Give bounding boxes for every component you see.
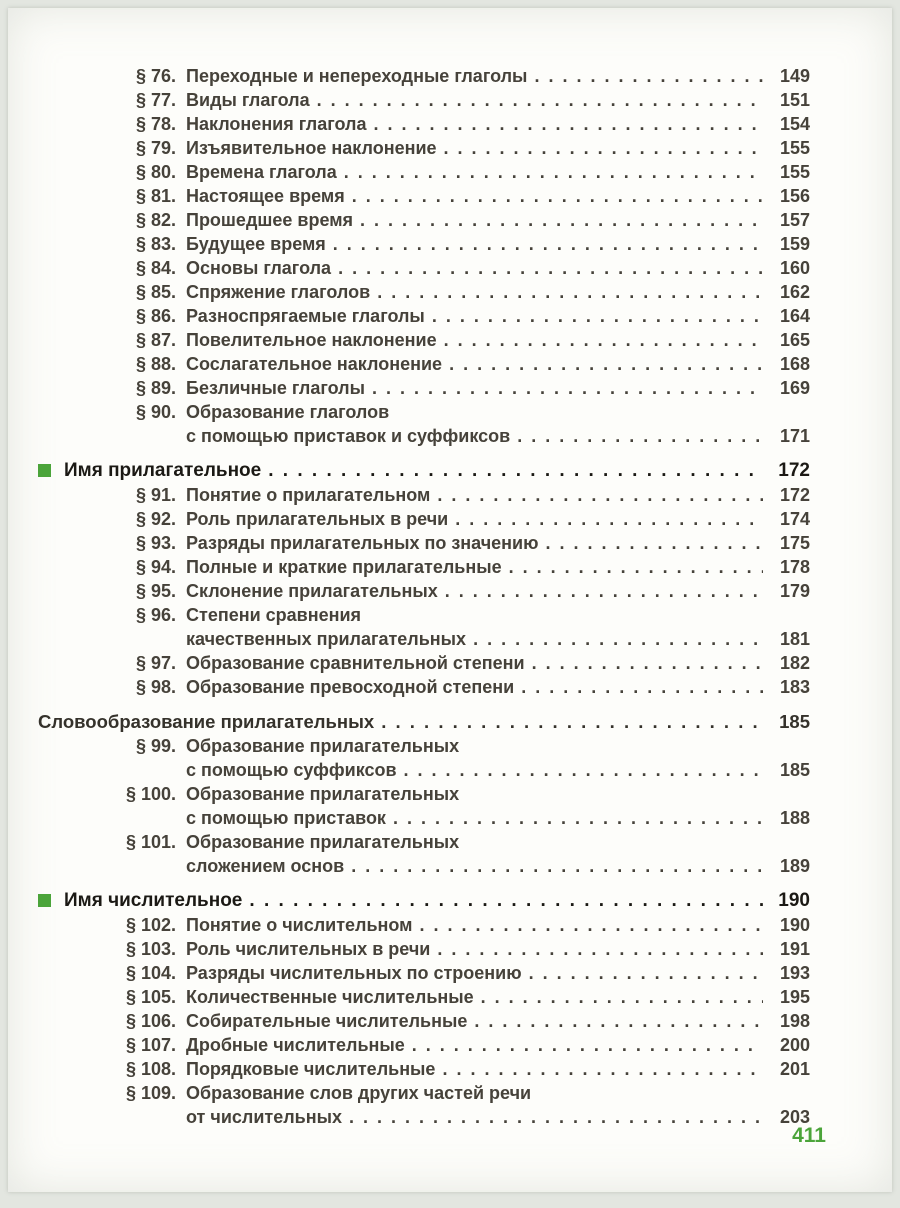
dot-leader: [360, 208, 763, 232]
toc-entry-page: 198: [779, 1011, 810, 1031]
toc-entry-page: 179: [779, 581, 810, 601]
toc-entry: [38, 160, 810, 184]
toc-entry-page: 168: [779, 354, 810, 374]
toc-entry-page: 156: [779, 186, 810, 206]
toc-entry-page: 175: [779, 533, 810, 553]
toc-entry: [38, 734, 810, 782]
dot-leader: [349, 1105, 763, 1129]
toc-entry-number: § 97.: [135, 653, 176, 673]
toc-entry-number: § 102.: [125, 915, 176, 935]
toc-entry: [38, 675, 810, 699]
toc-entry-page: 193: [779, 963, 810, 983]
toc-entry: [38, 352, 810, 376]
dot-leader: [509, 555, 763, 579]
toc-entry: [38, 483, 810, 507]
toc-entry-page: 169: [779, 378, 810, 398]
toc-entry-number: § 103.: [125, 939, 176, 959]
toc-entry-number: § 91.: [135, 485, 176, 505]
dot-leader: [338, 256, 763, 280]
toc-entry: [38, 232, 810, 256]
toc-entry-title: от числительных: [186, 1107, 342, 1127]
dot-leader: [474, 1009, 763, 1033]
toc-entry-title: Образование прилагательных: [186, 832, 460, 852]
dot-leader: [473, 627, 763, 651]
page-number: 411: [792, 1124, 826, 1147]
dot-leader: [317, 88, 763, 112]
toc-entry-number: § 108.: [125, 1059, 176, 1079]
toc-entry-page: 185: [779, 760, 810, 780]
toc-entry-page: 188: [779, 808, 810, 828]
section-page: 172: [778, 460, 810, 481]
toc-entry: [38, 507, 810, 531]
toc-entry-title: с помощью приставок: [186, 808, 386, 828]
toc-entry-page: 162: [779, 282, 810, 302]
toc-entry: [38, 913, 810, 937]
dot-leader: [521, 675, 763, 699]
toc-entry-page: 155: [779, 138, 810, 158]
dot-leader: [374, 112, 763, 136]
dot-leader: [432, 304, 763, 328]
toc-entry-number: § 84.: [135, 258, 176, 278]
toc-entry-title: Образование слов других частей речи: [186, 1083, 532, 1103]
toc-entry-page: 171: [779, 426, 810, 446]
toc-entry: [38, 603, 810, 651]
toc-entry-page: 165: [779, 330, 810, 350]
toc-entry-title: Разряды прилагательных по значению: [186, 533, 539, 553]
toc-entry: [38, 88, 810, 112]
toc-entry: [38, 376, 810, 400]
dot-leader: [444, 136, 763, 160]
toc-entry: [38, 400, 810, 448]
toc-entry-page: 181: [779, 629, 810, 649]
toc-entry-page: 178: [779, 557, 810, 577]
dot-leader: [377, 280, 763, 304]
dot-leader: [351, 854, 763, 878]
toc-entry-page: 151: [779, 90, 810, 110]
toc-entry-title: Разноспрягаемые глаголы: [186, 306, 425, 326]
toc-entry-page: 160: [779, 258, 810, 278]
toc-entry-number: § 92.: [135, 509, 176, 529]
dot-leader: [420, 913, 764, 937]
dot-leader: [546, 531, 764, 555]
dot-leader: [455, 507, 763, 531]
toc-section-header: [38, 889, 810, 913]
toc-entry: [38, 782, 810, 830]
toc-entry-page: 155: [779, 162, 810, 182]
toc-entry-title: Повелительное наклонение: [186, 330, 437, 350]
toc-entry: [38, 531, 810, 555]
toc-entry-title: Изъявительное наклонение: [186, 138, 437, 158]
section-title: Словообразование прилагательных: [38, 711, 375, 732]
toc-entry-number: § 105.: [125, 987, 176, 1007]
toc-entry-title: Наклонения глагола: [186, 114, 367, 134]
toc-entry: [38, 328, 810, 352]
section-title: Имя числительное: [64, 890, 243, 911]
section-page: 190: [778, 890, 810, 911]
section-page: 185: [779, 711, 810, 732]
toc-entry-title: Степени сравнения: [186, 605, 362, 625]
toc-entry: [38, 961, 810, 985]
toc-entry-number: § 100.: [125, 784, 176, 804]
toc-entry: [38, 1081, 810, 1129]
dot-leader: [437, 937, 763, 961]
toc-entry-title: Безличные глаголы: [186, 378, 365, 398]
toc-entry-title: с помощью приставок и суффиксов: [186, 426, 511, 446]
toc: [38, 64, 810, 1129]
toc-entry-number: § 81.: [135, 186, 176, 206]
toc-entry-title: Роль прилагательных в речи: [186, 509, 449, 529]
dot-leader: [532, 651, 763, 675]
toc-entry-number: § 109.: [125, 1083, 176, 1103]
toc-entry-number: § 90.: [135, 402, 176, 422]
dot-leader: [412, 1033, 763, 1057]
toc-entry: [38, 256, 810, 280]
toc-entry: [38, 112, 810, 136]
toc-entry-page: 154: [779, 114, 810, 134]
toc-entry-number: § 86.: [135, 306, 176, 326]
toc-entry-title: Собирательные числительные: [186, 1011, 468, 1031]
toc-entry-title: сложением основ: [186, 856, 345, 876]
toc-entry-number: § 98.: [135, 677, 176, 697]
toc-entry: [38, 64, 810, 88]
toc-entry-page: 201: [779, 1059, 810, 1079]
dot-leader: [444, 328, 763, 352]
toc-entry: [38, 136, 810, 160]
toc-entry-title: Полные и краткие прилагательные: [186, 557, 502, 577]
toc-entry-page: 183: [779, 677, 810, 697]
toc-entry-number: § 95.: [135, 581, 176, 601]
toc-entry: [38, 937, 810, 961]
toc-entry-number: § 76.: [135, 66, 176, 86]
toc-entry-title: Будущее время: [186, 234, 326, 254]
section-bullet-icon: [38, 464, 51, 477]
book-page: [8, 8, 892, 1192]
toc-entry-number: § 77.: [135, 90, 176, 110]
dot-leader: [529, 961, 763, 985]
toc-entry-page: 200: [779, 1035, 810, 1055]
toc-entry-page: 182: [779, 653, 810, 673]
dot-leader: [249, 889, 763, 913]
toc-entry-number: § 93.: [135, 533, 176, 553]
toc-entry-page: 149: [779, 66, 810, 86]
toc-entry-title: Спряжение глаголов: [186, 282, 371, 302]
toc-entry-number: § 96.: [135, 605, 176, 625]
toc-entry: [38, 184, 810, 208]
toc-entry: [38, 1009, 810, 1033]
section-title: Имя прилагательное: [64, 460, 262, 481]
dot-leader: [372, 376, 763, 400]
dot-leader: [449, 352, 763, 376]
toc-entry-title: Времена глагола: [186, 162, 337, 182]
dot-leader: [437, 483, 763, 507]
toc-entry-title: Образование прилагательных: [186, 784, 460, 804]
dot-leader: [404, 758, 763, 782]
toc-entry-title: Склонение прилагательных: [186, 581, 438, 601]
toc-entry-title: Переходные и непереходные глаголы: [186, 66, 528, 86]
toc-entry-number: § 94.: [135, 557, 176, 577]
toc-entry-title: Количественные числительные: [186, 987, 474, 1007]
toc-entry-page: 172: [779, 485, 810, 505]
toc-entry: [38, 985, 810, 1009]
toc-entry-title: Образование сравнительной степени: [186, 653, 525, 673]
toc-entry-title: Образование прилагательных: [186, 736, 460, 756]
toc-entry-number: § 107.: [125, 1035, 176, 1055]
toc-entry-number: § 85.: [135, 282, 176, 302]
toc-entry-title: Порядковые числительные: [186, 1059, 436, 1079]
toc-entry-number: § 82.: [135, 210, 176, 230]
toc-entry: [38, 651, 810, 675]
dot-leader: [344, 160, 763, 184]
toc-entry-title: Дробные числительные: [186, 1035, 405, 1055]
dot-leader: [268, 459, 763, 483]
toc-entry-title: Образование превосходной степени: [186, 677, 515, 697]
toc-entry-title: Понятие о прилагательном: [186, 485, 431, 505]
toc-entry-number: § 89.: [135, 378, 176, 398]
toc-section-header: [38, 459, 810, 483]
dot-leader: [445, 579, 763, 603]
toc-entry-number: § 87.: [135, 330, 176, 350]
dot-leader: [442, 1057, 763, 1081]
toc-entry-title: Основы глагола: [186, 258, 332, 278]
toc-entry: [38, 304, 810, 328]
dot-leader: [333, 232, 763, 256]
toc-entry-title: Настоящее время: [186, 186, 345, 206]
toc-entry-page: 157: [779, 210, 810, 230]
toc-entry-title: Прошедшее время: [186, 210, 354, 230]
toc-entry-number: § 99.: [135, 736, 176, 756]
toc-entry-title: Понятие о числительном: [186, 915, 413, 935]
toc-entry-page: 203: [779, 1107, 810, 1127]
toc-entry-title: с помощью суффиксов: [186, 760, 397, 780]
toc-entry-page: 174: [779, 509, 810, 529]
toc-entry-title: Образование глаголов: [186, 402, 390, 422]
toc-entry-page: 164: [779, 306, 810, 326]
toc-entry-number: § 104.: [125, 963, 176, 983]
toc-entry: [38, 208, 810, 232]
section-bullet-icon: [38, 894, 51, 907]
toc-entry: [38, 555, 810, 579]
toc-entry: [38, 1033, 810, 1057]
toc-entry-page: 159: [779, 234, 810, 254]
dot-leader: [481, 985, 763, 1009]
dot-leader: [393, 806, 763, 830]
toc-entry-page: 195: [779, 987, 810, 1007]
dot-leader: [517, 424, 763, 448]
dot-leader: [352, 184, 763, 208]
toc-entry-number: § 83.: [135, 234, 176, 254]
toc-entry: [38, 830, 810, 878]
dot-leader: [534, 64, 763, 88]
toc-section-header: [38, 710, 810, 734]
toc-entry-title: Виды глагола: [186, 90, 310, 110]
toc-entry-title: качественных прилагательных: [186, 629, 467, 649]
toc-entry-title: Разряды числительных по строению: [186, 963, 522, 983]
toc-entry-number: § 80.: [135, 162, 176, 182]
toc-entry-number: § 106.: [125, 1011, 176, 1031]
toc-entry-number: § 78.: [135, 114, 176, 134]
toc-entry-title: Сослагательное наклонение: [186, 354, 443, 374]
toc-entry-page: 189: [779, 856, 810, 876]
toc-entry-number: § 79.: [135, 138, 176, 158]
toc-entry-page: 191: [779, 939, 810, 959]
toc-entry-title: Роль числительных в речи: [186, 939, 431, 959]
dot-leader: [381, 710, 763, 734]
toc-entry-page: 190: [779, 915, 810, 935]
toc-entry-number: § 88.: [135, 354, 176, 374]
toc-entry: [38, 579, 810, 603]
toc-entry: [38, 280, 810, 304]
toc-entry-number: § 101.: [125, 832, 176, 852]
toc-entry: [38, 1057, 810, 1081]
